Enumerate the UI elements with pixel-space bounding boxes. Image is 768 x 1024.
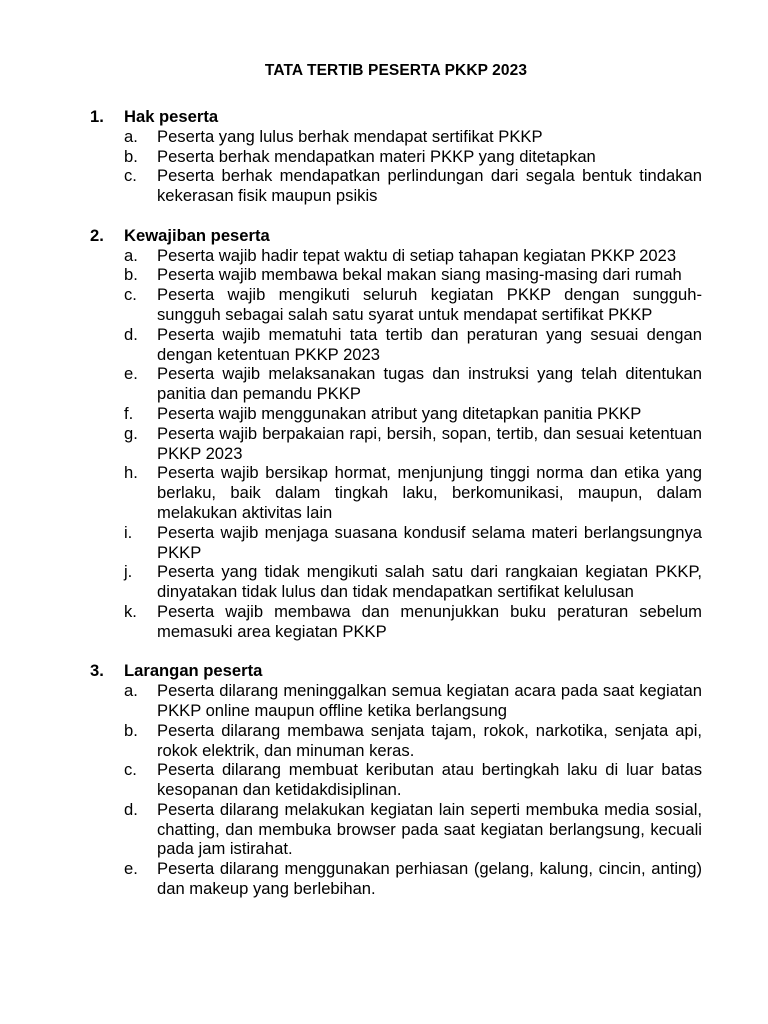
section-heading: [90, 107, 702, 127]
list-item: [90, 285, 702, 325]
section-larangan-peserta: [90, 661, 702, 899]
list-item: [90, 562, 702, 602]
section-heading-text: Hak peserta: [124, 107, 219, 126]
item-letter: i.: [124, 522, 133, 542]
list-item: [90, 721, 702, 761]
item-text: Peserta dilarang meninggalkan semua kegiatan acara pada saat kegiatan PKKP online maupun offline ketika berlangsung: [157, 681, 702, 720]
item-letter: b.: [124, 146, 138, 166]
item-text: Peserta yang tidak mengikuti salah satu dari rangkaian kegiatan PKKP, dinyatakan tidak lulus dan tidak mendapatkan sertifikat kelulusan: [157, 562, 702, 602]
section-number: 3.: [90, 661, 104, 681]
item-text: Peserta wajib melaksanakan tugas dan instruksi yang telah ditentukan panitia dan pemandu PKKP: [157, 364, 702, 404]
section-item-list: [90, 127, 702, 206]
item-text: Peserta dilarang membawa senjata tajam, rokok, narkotika, senjata api, rokok elektrik, dan minuman keras.: [157, 720, 702, 760]
list-item: [90, 859, 702, 899]
document-body: [90, 107, 702, 919]
section-hak-peserta: [90, 107, 702, 206]
item-letter: b.: [124, 265, 138, 285]
item-text: Peserta wajib membawa dan menunjukkan buku peraturan sebelum memasuki area kegiatan PKKP: [157, 601, 702, 641]
item-text: Peserta berhak mendapatkan perlindungan dari segala bentuk tindakan kekerasan fisik maupun psikis: [157, 166, 702, 206]
list-item: [90, 325, 702, 365]
section-number: 1.: [90, 107, 104, 126]
item-text: Peserta wajib menjaga suasana kondusif selama materi berlangsungnya PKKP: [157, 522, 702, 562]
item-letter: e.: [124, 859, 138, 879]
document-title: TATA TERTIB PESERTA PKKP 2023: [264, 62, 528, 79]
list-item: [90, 246, 702, 266]
section-heading: [90, 226, 702, 246]
list-item: [90, 800, 702, 859]
list-item: [90, 523, 702, 563]
list-item: [90, 404, 702, 424]
item-text: Peserta yang lulus berhak mendapat sertifikat PKKP: [157, 126, 543, 146]
section-heading-text: Kewajiban peserta: [124, 225, 270, 245]
list-item: [90, 424, 702, 464]
item-text: Peserta wajib mengikuti seluruh kegiatan PKKP dengan sungguh-sungguh sebagai salah satu syarat untuk mendapat sertifikat PKKP: [157, 285, 702, 324]
item-letter: d.: [124, 324, 138, 344]
list-item: [90, 127, 702, 147]
item-text: Peserta wajib menggunakan atribut yang ditetapkan panitia PKKP: [157, 403, 642, 423]
item-letter: c.: [124, 285, 137, 305]
section-heading: [90, 661, 702, 681]
item-letter: j.: [124, 562, 133, 582]
item-letter: g.: [124, 423, 138, 443]
item-letter: e.: [124, 364, 138, 384]
list-item: [90, 265, 702, 285]
section-item-list: [90, 246, 702, 642]
item-letter: h.: [124, 463, 138, 483]
section-kewajiban-peserta: [90, 226, 702, 642]
list-item: [90, 147, 702, 167]
item-letter: k.: [124, 601, 137, 621]
list-item: [90, 166, 702, 206]
item-letter: c.: [124, 760, 137, 780]
item-letter: a.: [124, 245, 138, 265]
section-number: 2.: [90, 225, 104, 245]
item-text: Peserta wajib berpakaian rapi, bersih, sopan, tertib, dan sesuai ketentuan PKKP 2023: [157, 423, 702, 463]
item-text: Peserta wajib bersikap hormat, menjunjung tinggi norma dan etika yang berlaku, baik dalam tingkah laku, berkomunikasi, maupun, dalam melakukan aktivitas lain: [157, 463, 702, 522]
item-text: Peserta wajib mematuhi tata tertib dan peraturan yang sesuai dengan dengan ketentuan PKKP 2023: [157, 324, 702, 364]
item-text: Peserta dilarang melakukan kegiatan lain seperti membuka media sosial, chatting, dan membuka browser pada saat kegiatan berlangsung, kecuali pada jam istirahat.: [157, 799, 702, 859]
list-item: [90, 681, 702, 721]
item-text: Peserta berhak mendapatkan materi PKKP yang ditetapkan: [157, 146, 596, 166]
item-letter: c.: [124, 166, 137, 186]
item-text: Peserta wajib membawa bekal makan siang masing-masing dari rumah: [157, 265, 682, 285]
item-letter: a.: [124, 126, 138, 146]
item-text: Peserta dilarang membuat keributan atau bertingkah laku di luar batas kesopanan dan ketidakdisiplinan.: [157, 760, 702, 800]
list-item: [90, 602, 702, 642]
list-item: [90, 760, 702, 800]
item-letter: b.: [124, 720, 138, 740]
item-letter: d.: [124, 799, 138, 819]
item-text: Peserta dilarang menggunakan perhiasan (gelang, kalung, cincin, anting) dan makeup yang berlebihan.: [157, 859, 702, 899]
item-letter: f.: [124, 403, 134, 423]
section-item-list: [90, 681, 702, 899]
list-item: [90, 364, 702, 404]
section-heading-text: Larangan peserta: [124, 661, 263, 681]
item-letter: a.: [124, 681, 138, 701]
list-item: [90, 463, 702, 522]
item-text: Peserta wajib hadir tepat waktu di setiap tahapan kegiatan PKKP 2023: [157, 245, 677, 265]
